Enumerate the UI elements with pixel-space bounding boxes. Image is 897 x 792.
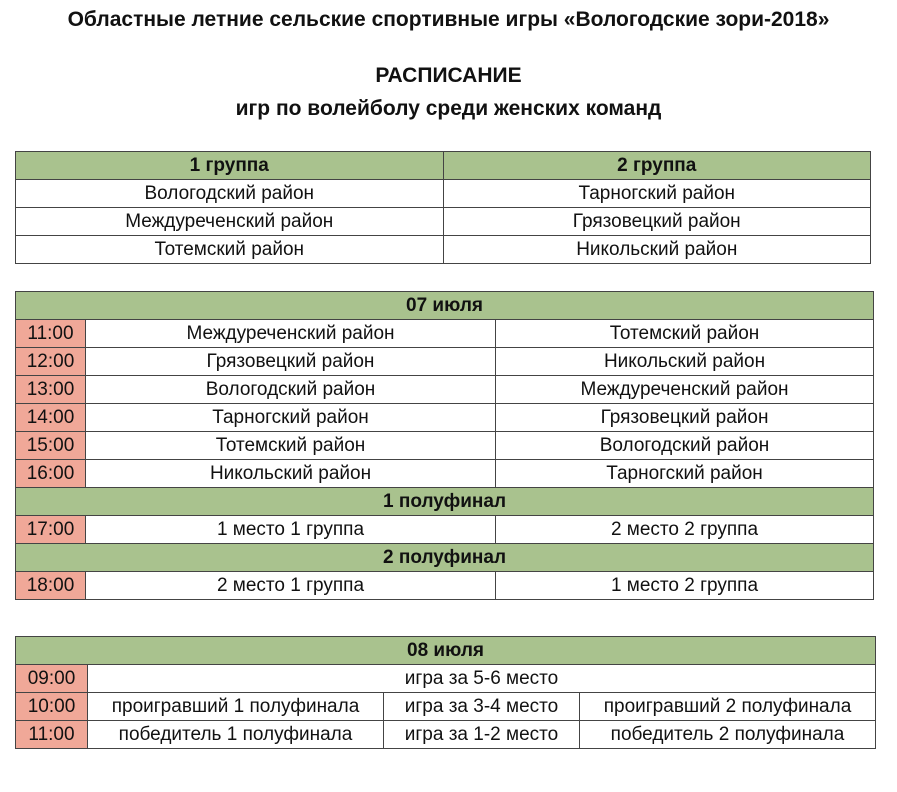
day2-date: 08 июля	[16, 637, 876, 665]
day2-schedule-table	[15, 636, 876, 749]
match-team1: 2 место 1 группа	[86, 572, 496, 600]
match-time: 09:00	[16, 665, 88, 693]
group-2-team: Грязовецкий район	[443, 208, 871, 236]
groups-header-row	[16, 152, 871, 180]
day1-date: 07 июля	[16, 292, 874, 320]
match-team1: Вологодский район	[86, 376, 496, 404]
match-time: 18:00	[16, 572, 86, 600]
semifinal-1-title-row	[16, 488, 874, 516]
match-row	[16, 348, 874, 376]
day1-date-row	[16, 292, 874, 320]
match-team2: Тарногский район	[496, 460, 874, 488]
match-time: 17:00	[16, 516, 86, 544]
match-description: игра за 5-6 место	[88, 665, 876, 693]
match-row	[16, 376, 874, 404]
match-team2: Вологодский район	[496, 432, 874, 460]
match-row	[16, 460, 874, 488]
day1-schedule-table	[15, 291, 874, 600]
match-team2: проигравший 2 полуфинала	[580, 693, 876, 721]
group-1-team: Тотемский район	[16, 236, 444, 264]
match-time: 16:00	[16, 460, 86, 488]
match-description: игра за 3-4 место	[384, 693, 580, 721]
document-title: Областные летние сельские спортивные игры «Вологодские зори-2018»	[67, 8, 830, 31]
match-row	[16, 665, 876, 693]
match-team2: 2 место 2 группа	[496, 516, 874, 544]
semifinal-1-title: 1 полуфинал	[16, 488, 874, 516]
match-team1: победитель 1 полуфинала	[88, 721, 384, 749]
match-row	[16, 693, 876, 721]
match-time: 15:00	[16, 432, 86, 460]
match-team1: 1 место 1 группа	[86, 516, 496, 544]
match-time: 11:00	[16, 721, 88, 749]
match-time: 10:00	[16, 693, 88, 721]
group-1-team: Вологодский район	[16, 180, 444, 208]
schedule-subheading: игр по волейболу среди женских команд	[235, 97, 662, 120]
match-team2: 1 место 2 группа	[496, 572, 874, 600]
match-team1: Никольский район	[86, 460, 496, 488]
match-team2: Грязовецкий район	[496, 404, 874, 432]
match-team1: проигравший 1 полуфинала	[88, 693, 384, 721]
groups-table	[15, 151, 871, 264]
match-row	[16, 516, 874, 544]
match-team1: Тарногский район	[86, 404, 496, 432]
match-time: 13:00	[16, 376, 86, 404]
group-1-team: Междуреченский район	[16, 208, 444, 236]
table-row	[16, 236, 871, 264]
match-row	[16, 572, 874, 600]
group-2-header: 2 группа	[443, 152, 871, 180]
match-team2: победитель 2 полуфинала	[580, 721, 876, 749]
match-team1: Междуреченский район	[86, 320, 496, 348]
table-row	[16, 208, 871, 236]
match-description: игра за 1-2 место	[384, 721, 580, 749]
match-row	[16, 432, 874, 460]
semifinal-2-title-row	[16, 544, 874, 572]
group-2-team: Никольский район	[443, 236, 871, 264]
group-1-header: 1 группа	[16, 152, 444, 180]
match-team1: Тотемский район	[86, 432, 496, 460]
semifinal-2-title: 2 полуфинал	[16, 544, 874, 572]
table-row	[16, 180, 871, 208]
schedule-heading: РАСПИСАНИЕ	[375, 64, 522, 87]
match-time: 11:00	[16, 320, 86, 348]
match-team2: Тотемский район	[496, 320, 874, 348]
match-time: 12:00	[16, 348, 86, 376]
match-team2: Никольский район	[496, 348, 874, 376]
match-row	[16, 721, 876, 749]
match-team1: Грязовецкий район	[86, 348, 496, 376]
group-2-team: Тарногский район	[443, 180, 871, 208]
match-row	[16, 404, 874, 432]
day2-date-row	[16, 637, 876, 665]
match-team2: Междуреченский район	[496, 376, 874, 404]
match-row	[16, 320, 874, 348]
match-time: 14:00	[16, 404, 86, 432]
